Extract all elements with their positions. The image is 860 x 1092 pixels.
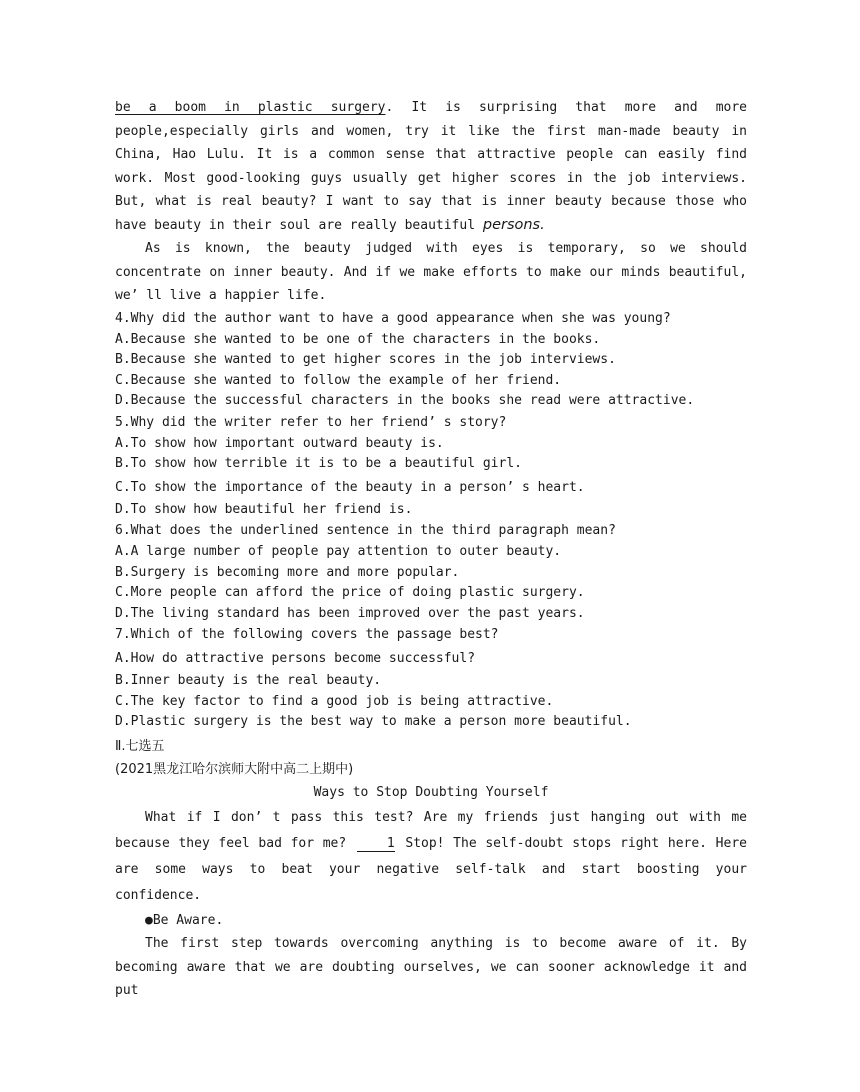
question-5: [115, 412, 747, 521]
section-heading: Ⅱ.七选五: [115, 738, 165, 754]
passage-paragraph-3: [115, 96, 747, 237]
question-7: [115, 624, 747, 733]
question-stem: 6.What does the underlined sentence in the third paragraph mean?: [115, 523, 616, 538]
option-d: D.Because the successful characters in the books she read were attractive.: [115, 393, 695, 408]
section2-paragraph-2: The first step towards overcoming anything is to become aware of it. By becoming aware that we are doubting ourselves, we can sooner acknowledge it and put: [115, 936, 747, 998]
underlined-sentence: be a boom in plastic surgery: [115, 100, 386, 115]
question-stem: 5.Why did the writer refer to her friend’ s story?: [115, 414, 507, 430]
option-b: B.Inner beauty is the real beauty.: [115, 673, 382, 688]
option-a: A.To show how important outward beauty is.: [115, 435, 444, 451]
option-c: C.Because she wanted to follow the example of her friend.: [115, 372, 562, 388]
option-a: A.A large number of people pay attention to outer beauty.: [115, 544, 562, 559]
option-b: B.Surgery is becoming more and more popular.: [115, 564, 460, 580]
answer-blank-1: 1: [357, 837, 395, 852]
option-c: C.The key factor to find a good job is being attractive.: [115, 693, 554, 709]
section2-paragraph-1-text: What if I don’ t pass this test? Are my friends just hanging out with me because they feel bad for me?: [115, 809, 747, 851]
passage-paragraph-4: As is known, the beauty judged with eyes is temporary, so we should concentrate on inner beauty. And if we make efforts to make our minds beautiful, we’ ll live a happier life.: [115, 241, 747, 303]
option-a: A.How do attractive persons become successful?: [115, 651, 476, 666]
section2-paragraph-1-text-cont: Stop! The self-doubt stops right here. Here are some ways to beat your negative self-talk and start boosting your confidence.: [115, 835, 747, 903]
option-d: D.Plastic surgery is the best way to make a person more beautiful.: [115, 714, 632, 729]
option-d: D.The living standard has been improved over the past years.: [115, 605, 585, 621]
option-b: B.To show how terrible it is to be a beautiful girl.: [115, 456, 522, 471]
option-c: C.To show the importance of the beauty in a person’ s heart.: [115, 479, 585, 495]
passage-paragraph-3-text: . It is surprising that more and more people,especially girls and women, try it like the first man-made beauty in China, Hao Lulu. It is a common sense that attractive people can easily find work. Most good-looking guys usually get higher scores in the job interviews. But, what is real beauty? I want to say that is inner beauty because those who have beauty in their soul are really beautiful: [115, 100, 747, 233]
option-a: A.Because she wanted to be one of the characters in the books.: [115, 331, 601, 347]
section2-paragraph-1: [115, 805, 747, 909]
option-b: B.Because she wanted to get higher scores in the job interviews.: [115, 352, 616, 367]
question-stem: 4.Why did the author want to have a good appearance when she was young?: [115, 310, 671, 326]
option-d: D.To show how beautiful her friend is.: [115, 501, 413, 517]
exam-source: (2021黑龙江哈尔滨师大附中高二上期中): [115, 761, 354, 777]
handwritten-word: persons.: [482, 216, 545, 233]
question-6: [115, 520, 747, 624]
option-c: C.More people can afford the price of doing plastic surgery.: [115, 585, 585, 600]
question-4: [115, 308, 747, 412]
document-content: [115, 96, 747, 1003]
passage-title: Ways to Stop Doubting Yourself: [313, 784, 549, 800]
bullet-heading: ●Be Aware.: [145, 912, 224, 928]
question-stem: 7.Which of the following covers the passage best?: [115, 627, 499, 642]
